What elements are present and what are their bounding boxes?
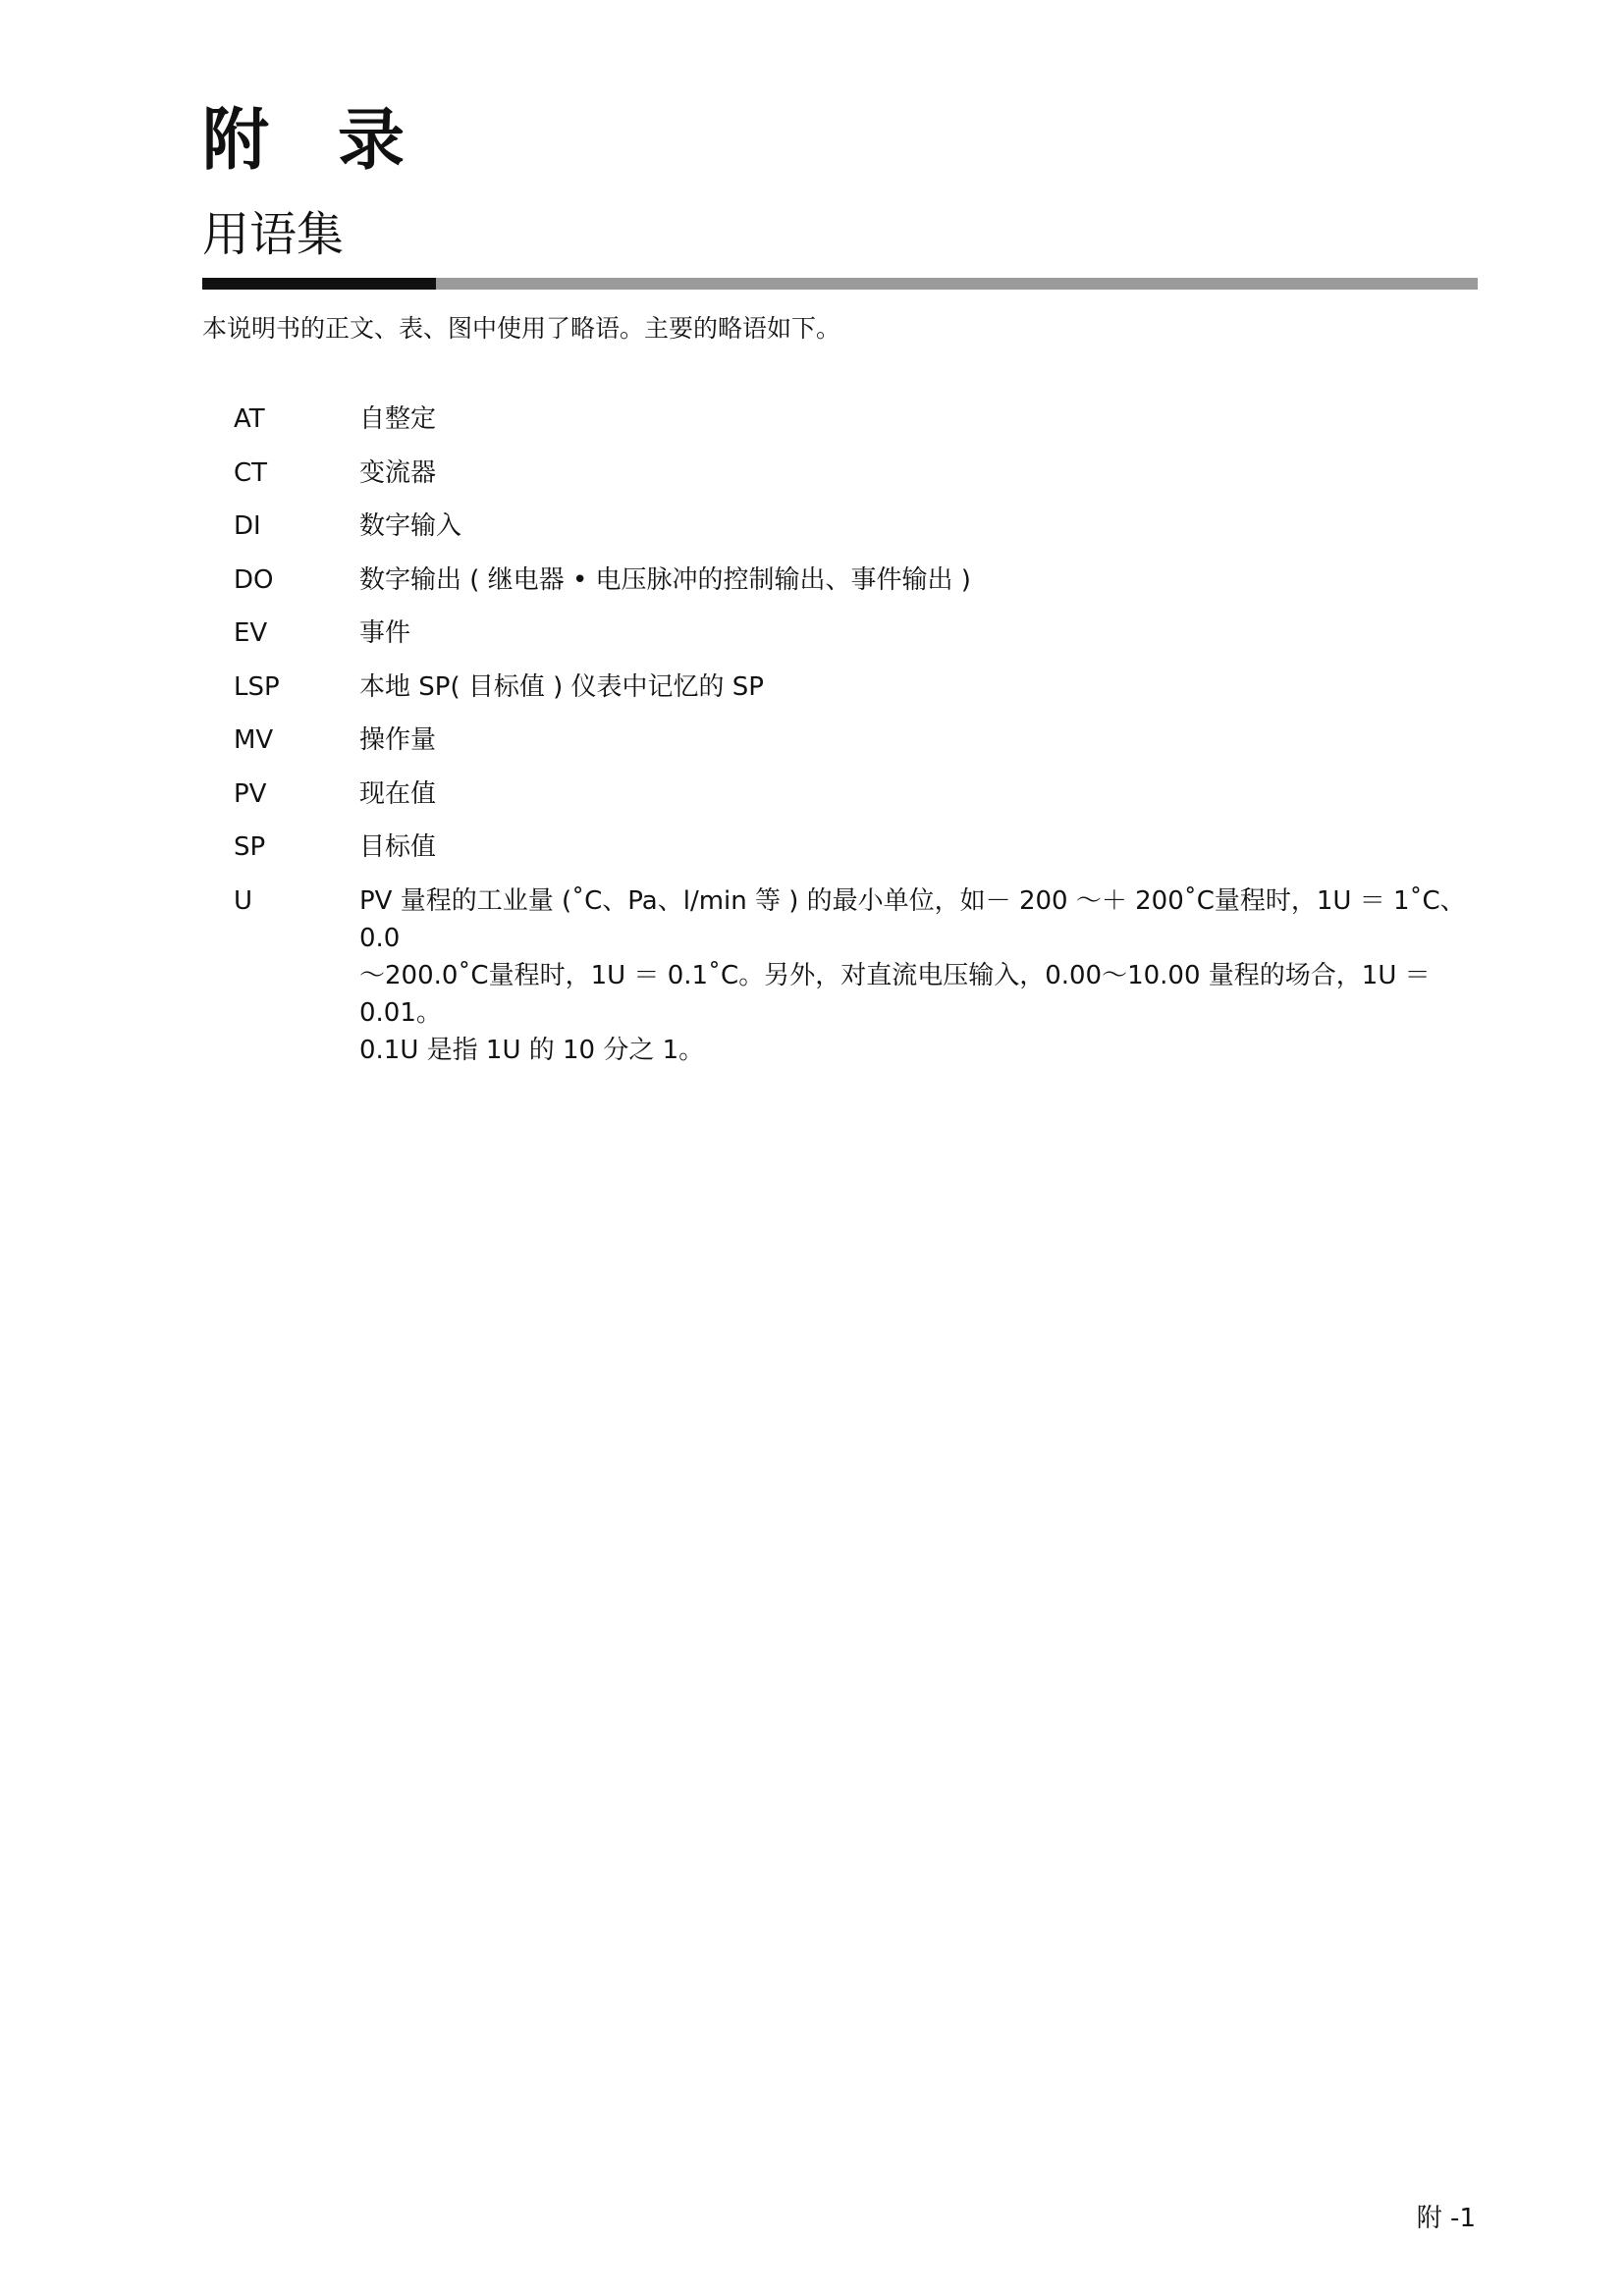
glossary-row [234, 721, 1486, 759]
glossary-definition: PV 量程的工业量 (˚C、Pa、l/min 等 ) 的最小单位，如－ 200 ～＋ 200˚C量程时，1U ＝ 1˚C、0.0 ～200.0˚C量程时，1U ＝ 0.1˚C。另外，对直流电压输入，0.00～10.00 量程的场合，1U ＝ 0.01。 0.1U 是指 1U 的 10 分之 1。 [359, 885, 1466, 1065]
glossary-definition: 自整定 [359, 404, 437, 434]
glossary-term: U [234, 885, 253, 916]
intro-paragraph: 本说明书的正文、表、图中使用了略语。主要的略语如下。 [202, 314, 841, 343]
title-underline [202, 278, 1478, 290]
glossary-term: CT [234, 457, 268, 488]
glossary-term: DI [234, 511, 261, 541]
glossary-term: AT [234, 404, 265, 434]
section-title: 用语集 [202, 207, 345, 262]
glossary-definition: 目标值 [359, 832, 437, 862]
glossary-row [234, 561, 1486, 599]
glossary-definition: 操作量 [359, 725, 437, 755]
chapter-title: 附录 [202, 102, 474, 180]
glossary-row [234, 668, 1486, 706]
glossary-row [234, 400, 1486, 438]
glossary-row [234, 828, 1486, 866]
glossary-row [234, 882, 1486, 1069]
glossary-term: DO [234, 564, 274, 595]
glossary-row [234, 775, 1486, 813]
glossary-term: EV [234, 618, 268, 648]
glossary-list [234, 400, 1486, 1085]
glossary-definition: 数字输入 [359, 511, 462, 541]
glossary-term: MV [234, 725, 274, 755]
glossary-definition: 数字输出 ( 继电器 • 电压脉冲的控制输出、事件输出 ) [359, 564, 971, 595]
title-underline-gray-segment [436, 278, 1478, 290]
glossary-row [234, 454, 1486, 492]
glossary-definition: 事件 [359, 618, 411, 648]
glossary-row [234, 507, 1486, 545]
glossary-term: SP [234, 832, 266, 862]
glossary-definition: 变流器 [359, 457, 437, 488]
page-number: 附 -1 [1416, 2204, 1476, 2233]
glossary-term: PV [234, 778, 267, 809]
glossary-definition: 现在值 [359, 778, 437, 809]
title-underline-dark-segment [202, 278, 436, 290]
glossary-row [234, 614, 1486, 652]
glossary-definition: 本地 SP( 目标值 ) 仪表中记忆的 SP [359, 671, 764, 702]
glossary-term: LSP [234, 671, 280, 702]
